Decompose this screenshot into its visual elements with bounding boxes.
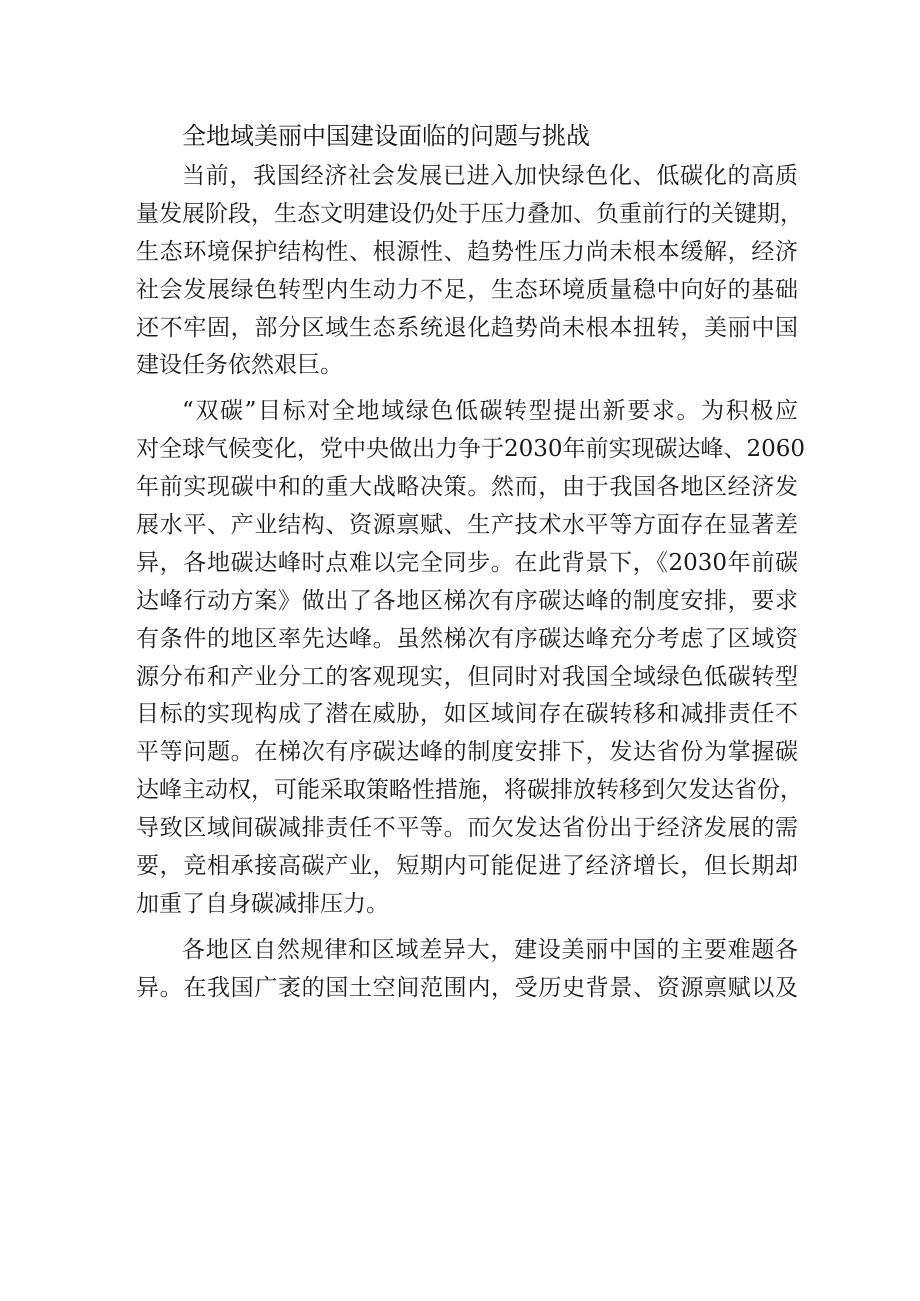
text-line: 还不牢固，部分区域生态系统退化趋势尚未根本扭转，美丽中国: [136, 314, 798, 341]
text-line: 达峰行动方案》做出了各地区梯次有序碳达峰的制度安排，要求: [136, 587, 798, 614]
text-line: 达峰主动权，可能采取策略性措施，将碳排放转移到欠发达省份，: [136, 777, 803, 804]
paragraph-regional-differences: [136, 932, 798, 1008]
text-line: 异。在我国广袤的国土空间范围内，受历史背景、资源禀赋以及: [136, 974, 798, 1001]
text-line: 量发展阶段，生态文明建设仍处于压力叠加、负重前行的关键期，: [136, 200, 803, 227]
text-line: 当前，我国经济社会发展已进入加快绿色化、低碳化的高质: [182, 163, 798, 189]
text-line: 展水平、产业结构、资源禀赋、生产技术水平等方面存在显著差: [136, 512, 798, 539]
text-line: 要，竞相承接高碳产业，短期内可能促进了经济增长，但长期却: [136, 853, 798, 880]
text-line: 有条件的地区率先达峰。虽然梯次有序碳达峰充分考虑了区域资: [136, 625, 798, 652]
text-line: 生态环境保护结构性、根源性、趋势性压力尚未根本缓解，经济: [136, 238, 798, 265]
document-body: [136, 158, 806, 1016]
paragraph-current-situation: [136, 158, 803, 385]
paragraph-dual-carbon: [136, 393, 806, 923]
text-line: 对全球气候变化，党中央做出力争于2030年前实现碳达峰、2060: [136, 436, 806, 463]
text-line: “双碳”目标对全地域绿色低碳转型提出新要求。为积极应: [182, 398, 798, 425]
text-line: 建设任务依然艰巨。: [136, 352, 343, 379]
text-line: 目标的实现构成了潜在威胁，如区域间存在碳转移和减排责任不: [136, 701, 798, 728]
text-line: 加重了自身碳减排压力。: [136, 890, 389, 917]
text-line: 导致区域间碳减排责任不平等。而欠发达省份出于经济发展的需: [136, 815, 798, 842]
document-title: 全地域美丽中国建设面临的问题与挑战: [182, 122, 590, 150]
text-line: 各地区自然规律和区域差异大，建设美丽中国的主要难题各: [182, 936, 798, 963]
text-line: 社会发展绿色转型内生动力不足，生态环境质量稳中向好的基础: [136, 276, 798, 303]
text-line: 平等问题。在梯次有序碳达峰的制度安排下，发达省份为掌握碳: [136, 739, 798, 766]
text-line: 源分布和产业分工的客观现实，但同时对我国全域绿色低碳转型: [136, 663, 798, 690]
text-line: 异，各地碳达峰时点难以完全同步。在此背景下，《2030年前碳: [136, 549, 798, 576]
text-line: 年前实现碳中和的重大战略决策。然而，由于我国各地区经济发: [136, 474, 798, 501]
